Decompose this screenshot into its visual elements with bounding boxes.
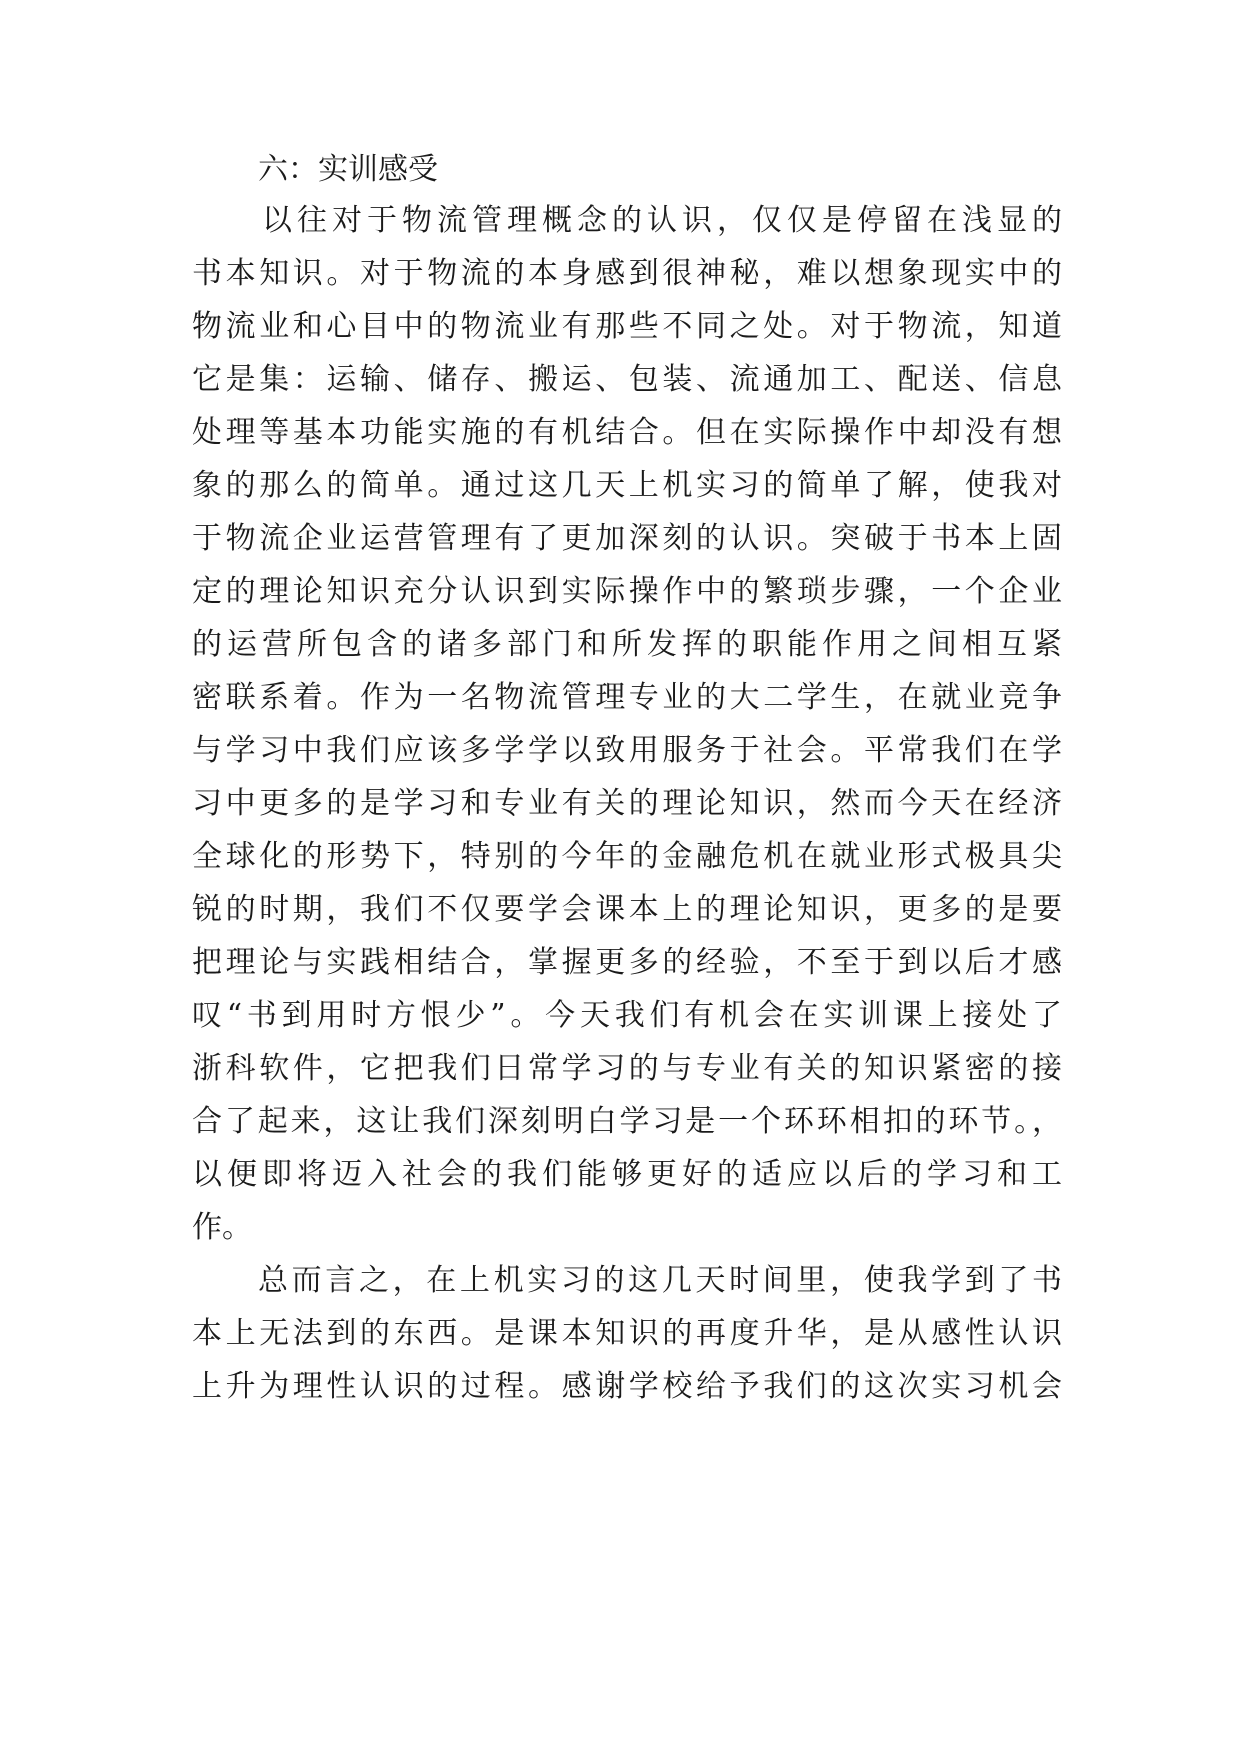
paragraph-1-line: 于物流企业运营管理有了更加深刻的认识。突破于书本上固 xyxy=(192,521,1062,556)
paragraph-1-line: 象的那么的简单。通过这几天上机实习的简单了解，使我对 xyxy=(192,468,1062,503)
paragraph-2-line: 本上无法到的东西。是课本知识的再度升华，是从感性认识 xyxy=(192,1316,1062,1351)
paragraph-1-line: 把理论与实践相结合，掌握更多的经验，不至于到以后才感 xyxy=(192,945,1062,980)
paragraph-1-line: 以往对于物流管理概念的认识，仅仅是停留在浅显的 xyxy=(262,203,1062,238)
paragraph-1-line: 习中更多的是学习和专业有关的理论知识，然而今天在经济 xyxy=(192,786,1062,821)
paragraph-1-line: 书本知识。对于物流的本身感到很神秘，难以想象现实中的 xyxy=(192,256,1062,291)
paragraph-1-line: 全球化的形势下，特别的今年的金融危机在就业形式极具尖 xyxy=(192,839,1062,874)
paragraph-1-line: 叹“书到用时方恨少”。今天我们有机会在实训课上接处了 xyxy=(192,998,1062,1033)
paragraph-1-line: 物流业和心目中的物流业有那些不同之处。对于物流，知道 xyxy=(192,309,1062,344)
paragraph-1-line: 的运营所包含的诸多部门和所发挥的职能作用之间相互紧 xyxy=(192,627,1062,662)
paragraph-1-line: 它是集：运输、储存、搬运、包装、流通加工、配送、信息 xyxy=(192,362,1062,397)
paragraph-1-line: 密联系着。作为一名物流管理专业的大二学生，在就业竞争 xyxy=(192,680,1062,715)
paragraph-1-line: 合了起来，这让我们深刻明白学习是一个环环相扣的环节。， xyxy=(192,1104,1062,1139)
paragraph-1-line: 以便即将迈入社会的我们能够更好的适应以后的学习和工 xyxy=(192,1157,1062,1192)
paragraph-1-line: 锐的时期，我们不仅要学会课本上的理论知识，更多的是要 xyxy=(192,892,1062,927)
paragraph-2-line: 总而言之，在上机实习的这几天时间里，使我学到了书 xyxy=(258,1263,1062,1298)
paragraph-1-line: 与学习中我们应该多学学以致用服务于社会。平常我们在学 xyxy=(192,733,1062,768)
paragraph-1-line: 作。 xyxy=(192,1210,252,1245)
paragraph-1-line: 浙科软件，它把我们日常学习的与专业有关的知识紧密的接 xyxy=(192,1051,1062,1086)
section-heading: 六：实训感受 xyxy=(258,152,438,187)
paragraph-1-line: 处理等基本功能实施的有机结合。但在实际操作中却没有想 xyxy=(192,415,1062,450)
paragraph-1-line: 定的理论知识充分认识到实际操作中的繁琐步骤，一个企业 xyxy=(192,574,1062,609)
paragraph-2-line: 上升为理性认识的过程。感谢学校给予我们的这次实习机会 xyxy=(192,1369,1062,1404)
